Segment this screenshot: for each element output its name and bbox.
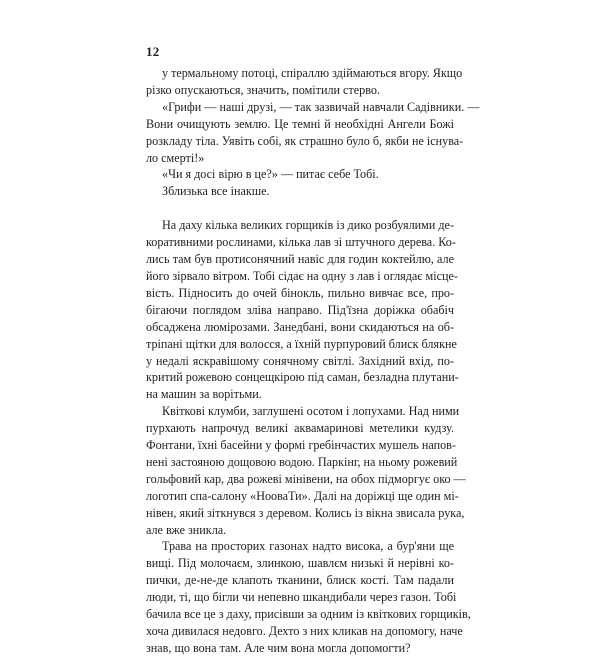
paragraph	[146, 538, 471, 656]
text-line: Трава на просторих газонах надто висока, а бур'яни ще	[162, 539, 454, 554]
text-line: хоча дивилася недовго. Дехто з них кликав на допомогу, наче	[146, 624, 463, 638]
text-line: бігаючи поглядом зліва направо. Під'їзна доріжка обабіч	[146, 302, 454, 317]
text-line: Квіткові клумби, заглушені осотом і лопухами. Над ними	[162, 404, 460, 419]
body-text	[146, 65, 480, 657]
text-line: у термальному потоці, спіраллю здіймаються вгору. Якщо	[162, 66, 463, 80]
text-line: лись там був протисонячний навіс для годин коктейлю, але	[146, 252, 454, 267]
text-line: але вже зникла.	[146, 522, 227, 537]
text-line: нівен, який зіткнувся з деревом. Колись із вікна звисала рука,	[146, 505, 465, 520]
text-line: тріпані щітки для волосся, а їхній пурпуровий блиск блякне	[146, 336, 457, 351]
text-line: знав, що вона там. Але чим вона могла допомогти?	[146, 640, 411, 655]
text-line: розкладу тіла. Уявіть собі, як страшно було б, якби не існува-	[146, 133, 464, 148]
paragraph	[146, 166, 454, 183]
text-line: обсаджена люмірозами. Занедбані, вони скидаються на об-	[146, 319, 454, 334]
text-line: Зблизька все інакше.	[162, 184, 270, 199]
paragraph	[146, 403, 466, 538]
text-line: «Грифи — наші друзі, — так зазвичай навчали Садівники. —	[162, 99, 480, 114]
text-line: пички, де-не-де клапоть тканини, блиск кості. Там падали	[146, 573, 454, 588]
paragraph	[146, 183, 454, 200]
section-break	[146, 200, 454, 217]
text-line: у недалі яскравішому сонячному світлі. Західний вхід, по-	[146, 353, 454, 368]
text-line: люди, ті, що бігли чи непевно шкандибали через газон. Тобі	[146, 590, 457, 605]
text-line: ло смерті!»	[146, 150, 205, 165]
text-line: вість. Підносить до очей бінокль, пильно вивчає все, про-	[146, 285, 454, 300]
text-line: Вони очищують землю. Це темні й необхідні Ангели Божі	[146, 116, 454, 131]
text-line: різко опускаються, значить, помітили стерво.	[146, 82, 380, 97]
text-line: пурхають напрочуд великі аквамаринові метелики кудзу.	[146, 421, 454, 436]
text-line: нені застояною дощовою водою. Паркінг, на ньому рожевий	[146, 454, 458, 469]
text-line: на машин за ворітьми.	[146, 387, 262, 402]
text-line: бачила все це з даху, присівши за одним із квіткових горщиків,	[146, 607, 471, 622]
text-line: логотип спа-салону «НоoваТи». Далі на доріжці ще один мі-	[146, 488, 459, 503]
text-line: На даху кілька великих горщиків із дико розбуялими де-	[162, 218, 454, 233]
page-number: 12	[146, 44, 160, 59]
text-line: його зірвало вітром. Тобі сідає на одну з лав і оглядає місце-	[146, 268, 458, 283]
text-line: вищі. Під молочаєм, злинкою, шавлєм низькі й нерівні ко-	[146, 556, 454, 571]
text-line: критий рожевою сонцещкірою під саман, безладна плутани-	[146, 370, 459, 385]
text-line: гольфовий кар, два рожеві мінівени, на обох підморгує око —	[146, 471, 466, 486]
text-line: коративними рослинами, кілька лав зі штучного дерева. Ко-	[146, 235, 456, 250]
paragraph	[146, 65, 463, 99]
paragraph	[146, 217, 459, 403]
text-line: «Чи я досі вірю в це?» — питає себе Тобі.	[162, 167, 379, 182]
paragraph	[146, 99, 480, 167]
text-line: Фонтани, їхні басейни у формі гребінчастих мушель напов-	[146, 438, 456, 453]
